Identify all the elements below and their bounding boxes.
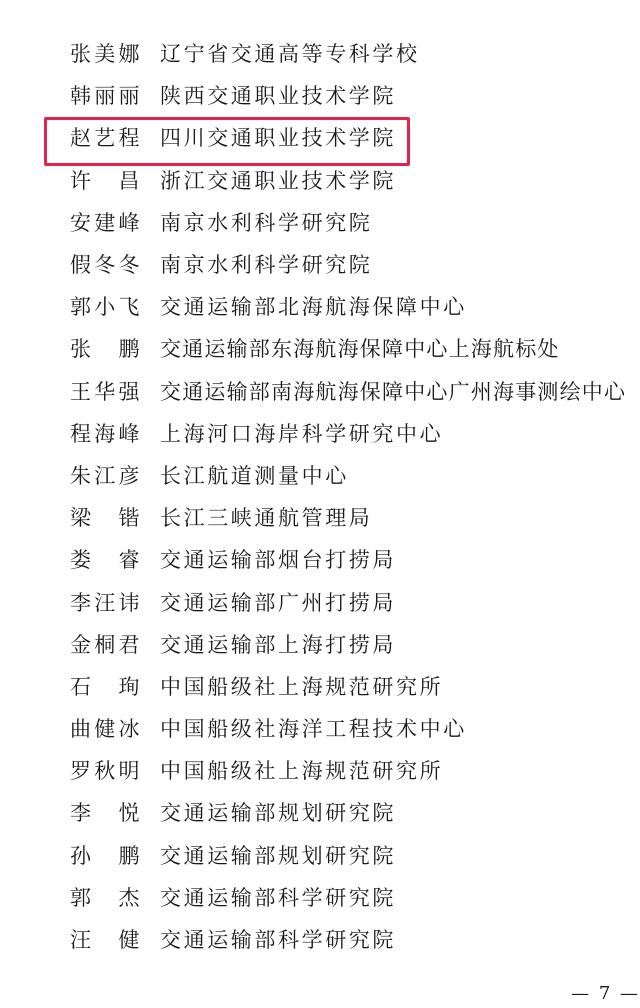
organization-name: 南京水利科学研究院 <box>160 210 373 235</box>
person-name: 安 建 峰 <box>70 210 140 235</box>
person-name: 郭 杰 <box>70 885 140 910</box>
list-item <box>0 580 640 622</box>
list-item <box>0 834 640 876</box>
person-name: 张 美 娜 <box>70 42 140 67</box>
organization-name: 中国船级社海洋工程技术中心 <box>160 717 467 742</box>
organization-name: 交通运输部东海航海保障中心上海航标处 <box>160 337 560 362</box>
organization-name: 中国船级社上海规范研究所 <box>160 759 444 784</box>
organization-name: 长江三峡通航管理局 <box>160 506 373 531</box>
person-name: 假 冬 冬 <box>70 253 140 278</box>
person-name: 李 悦 <box>70 801 140 826</box>
person-name: 郭 小 飞 <box>70 295 140 320</box>
list-item <box>0 201 640 243</box>
person-name: 娄 睿 <box>70 548 140 573</box>
organization-name: 交通运输部烟台打捞局 <box>160 548 396 573</box>
organization-name: 南京水利科学研究院 <box>160 253 373 278</box>
person-name: 孙 鹏 <box>70 843 140 868</box>
organization-name: 陕西交通职业技术学院 <box>160 84 396 109</box>
organization-name: 长江航道测量中心 <box>160 463 349 488</box>
highlight-box <box>44 117 410 166</box>
person-name: 曲 健 冰 <box>70 717 140 742</box>
organization-name: 交通运输部上海打捞局 <box>160 632 396 657</box>
organization-name: 中国船级社上海规范研究所 <box>160 674 444 699</box>
person-name: 赵 艺 程 <box>70 126 140 151</box>
person-name: 金 桐 君 <box>70 632 140 657</box>
person-name: 张 鹏 <box>70 337 140 362</box>
list-item <box>0 791 640 833</box>
person-name: 李 汪 讳 <box>70 590 140 615</box>
list-item <box>0 918 640 960</box>
organization-name: 交通运输部广州打捞局 <box>160 590 396 615</box>
name-list <box>0 32 640 960</box>
person-name: 王 华 强 <box>70 379 140 404</box>
organization-name: 四川交通职业技术学院 <box>160 126 396 151</box>
list-item <box>0 243 640 285</box>
person-name: 石 珣 <box>70 674 140 699</box>
list-item <box>0 285 640 327</box>
person-name: 朱 江 彦 <box>70 463 140 488</box>
list-item <box>0 707 640 749</box>
list-item <box>0 454 640 496</box>
organization-name: 交通运输部科学研究院 <box>160 885 396 910</box>
list-item <box>0 74 640 116</box>
person-name: 罗 秋 明 <box>70 759 140 784</box>
person-name: 梁 锴 <box>70 506 140 531</box>
organization-name: 辽宁省交通高等专科学校 <box>160 42 420 67</box>
list-item <box>0 412 640 454</box>
list-item <box>0 370 640 412</box>
person-name: 汪 健 <box>70 928 140 953</box>
organization-name: 浙江交通职业技术学院 <box>160 168 396 193</box>
organization-name: 交通运输部科学研究院 <box>160 928 396 953</box>
list-item <box>0 876 640 918</box>
list-item <box>0 496 640 538</box>
person-name: 程 海 峰 <box>70 421 140 446</box>
page-number: — 7 — <box>571 983 640 1004</box>
list-item <box>0 32 640 74</box>
organization-name: 交通运输部规划研究院 <box>160 843 396 868</box>
list-item <box>0 538 640 580</box>
organization-name: 交通运输部北海航海保障中心 <box>160 295 467 320</box>
person-name: 韩 丽 丽 <box>70 84 140 109</box>
list-item <box>0 623 640 665</box>
list-item <box>0 749 640 791</box>
person-name: 许 昌 <box>70 168 140 193</box>
organization-name: 上海河口海岸科学研究中心 <box>160 421 444 446</box>
list-item <box>0 327 640 369</box>
list-item <box>0 665 640 707</box>
organization-name: 交通运输部规划研究院 <box>160 801 396 826</box>
organization-name: 交通运输部南海航海保障中心广州海事测绘中心 <box>160 379 627 404</box>
